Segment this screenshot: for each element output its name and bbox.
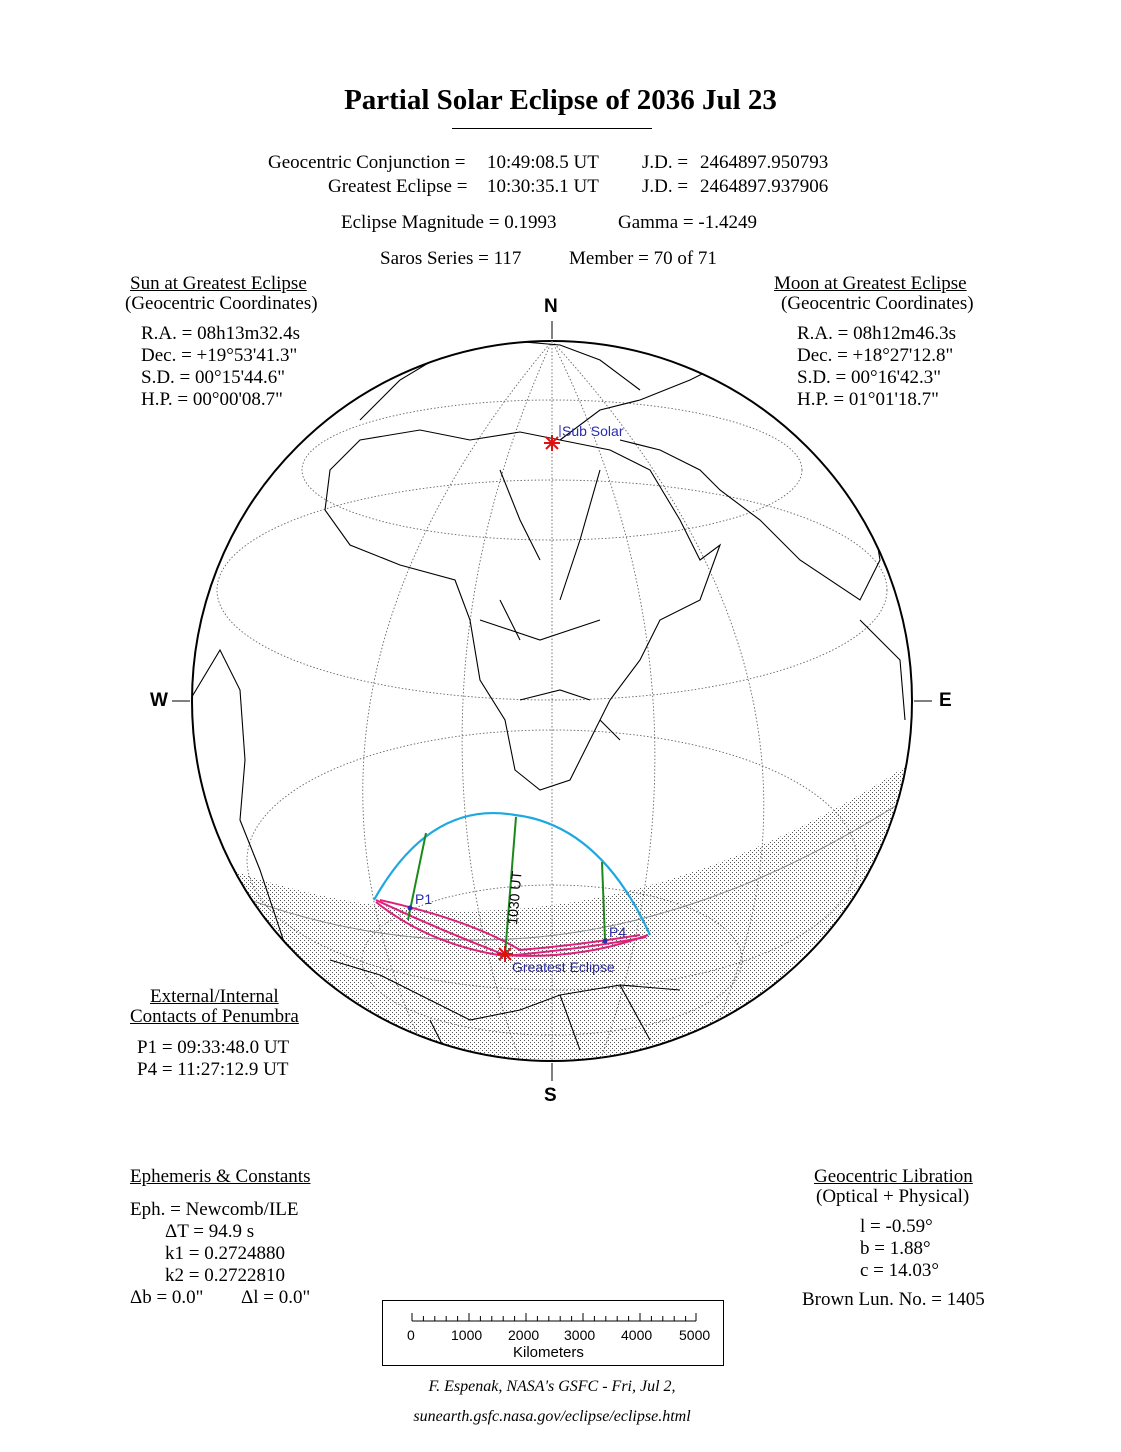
saros-series: Saros Series = 117 [380, 248, 522, 269]
libration-subheading: (Optical + Physical) [816, 1186, 970, 1207]
north-label: N [544, 296, 558, 317]
moon-subheading: (Geocentric Coordinates) [781, 293, 974, 314]
greatest-jd-label: J.D. = [642, 176, 689, 197]
contacts-heading-1: External/Internal [150, 986, 279, 1007]
ephemeris-delta-t: ΔT = 94.9 s [165, 1221, 255, 1242]
scale-tick-label: 4000 [621, 1327, 653, 1343]
contacts-heading-2: Contacts of Penumbra [130, 1006, 299, 1027]
ephemeris-delta-b: Δb = 0.0" [130, 1287, 204, 1308]
scale-tick-label: 2000 [508, 1327, 540, 1343]
sun-ra: R.A. = 08h13m32.4s [141, 323, 301, 344]
libration-l: l = -0.59° [860, 1216, 933, 1237]
ephemeris-heading: Ephemeris & Constants [130, 1166, 311, 1187]
moon-dec: Dec. = +18°27'12.8" [797, 345, 954, 366]
night-shading [180, 750, 930, 1080]
scale-tick-label: 5000 [679, 1327, 711, 1343]
p1-label: P1 [415, 891, 433, 907]
eclipse-magnitude: Eclipse Magnitude = 0.1993 [341, 212, 557, 233]
moon-sd: S.D. = 00°16'42.3" [797, 367, 942, 388]
scale-tick-label: 0 [407, 1327, 415, 1343]
p1-point [408, 906, 413, 911]
ephemeris-delta-l: Δl = 0.0" [241, 1287, 311, 1308]
greatest-jd: 2464897.937906 [700, 176, 829, 197]
scale-tick-label: 1000 [451, 1327, 483, 1343]
credit-line-1: F. Espenak, NASA's GSFC - Fri, Jul 2, [428, 1378, 676, 1395]
libration-heading: Geocentric Libration [814, 1166, 973, 1187]
brown-lunation: Brown Lun. No. = 1405 [802, 1289, 985, 1310]
p4-point [603, 939, 608, 944]
greatest-time: 10:30:35.1 UT [487, 176, 599, 197]
moon-heading: Moon at Greatest Eclipse [774, 273, 967, 294]
greatest-eclipse-label: Greatest Eclipse [512, 959, 615, 975]
sun-hp: H.P. = 00°00'08.7" [141, 389, 283, 410]
time-label: 1030 UT [504, 870, 525, 926]
p4-label: P4 [609, 924, 627, 940]
west-label: W [150, 690, 168, 711]
ephemeris-k1: k1 = 0.2724880 [165, 1243, 285, 1264]
contact-p4: P4 = 11:27:12.9 UT [137, 1059, 289, 1080]
sun-subheading: (Geocentric Coordinates) [125, 293, 318, 314]
credit-line-2: sunearth.gsfc.nasa.gov/eclipse/eclipse.html [413, 1408, 691, 1425]
ephemeris-k2: k2 = 0.2722810 [165, 1265, 285, 1286]
east-label: E [939, 690, 952, 711]
sub-solar-marker [544, 435, 560, 451]
sub-solar-label: Sub Solar [562, 423, 624, 439]
gamma: Gamma = -1.4249 [618, 212, 757, 233]
libration-b: b = 1.88° [860, 1238, 931, 1259]
geo-conj-time: 10:49:08.5 UT [487, 152, 599, 173]
scale-bar [382, 1300, 724, 1366]
sun-dec: Dec. = +19°53'41.3" [141, 345, 298, 366]
sun-heading: Sun at Greatest Eclipse [130, 273, 307, 294]
libration-c: c = 14.03° [860, 1260, 939, 1281]
geo-conj-label: Geocentric Conjunction = [268, 152, 466, 173]
sun-sd: S.D. = 00°15'44.6" [141, 367, 286, 388]
contact-p1: P1 = 09:33:48.0 UT [137, 1037, 290, 1058]
scale-tick-label: 3000 [564, 1327, 596, 1343]
page-title: Partial Solar Eclipse of 2036 Jul 23 [344, 84, 777, 116]
greatest-eclipse-marker [497, 946, 513, 962]
geo-conj-jd-label: J.D. = [642, 152, 689, 173]
moon-hp: H.P. = 01°01'18.7" [797, 389, 939, 410]
geo-conj-jd: 2464897.950793 [700, 152, 829, 173]
greatest-label: Greatest Eclipse = [328, 176, 468, 197]
saros-member: Member = 70 of 71 [569, 248, 717, 269]
moon-ra: R.A. = 08h12m46.3s [797, 323, 957, 344]
south-label: S [544, 1085, 557, 1106]
ephemeris-eph: Eph. = Newcomb/ILE [130, 1199, 299, 1220]
scale-unit: Kilometers [513, 1344, 584, 1361]
